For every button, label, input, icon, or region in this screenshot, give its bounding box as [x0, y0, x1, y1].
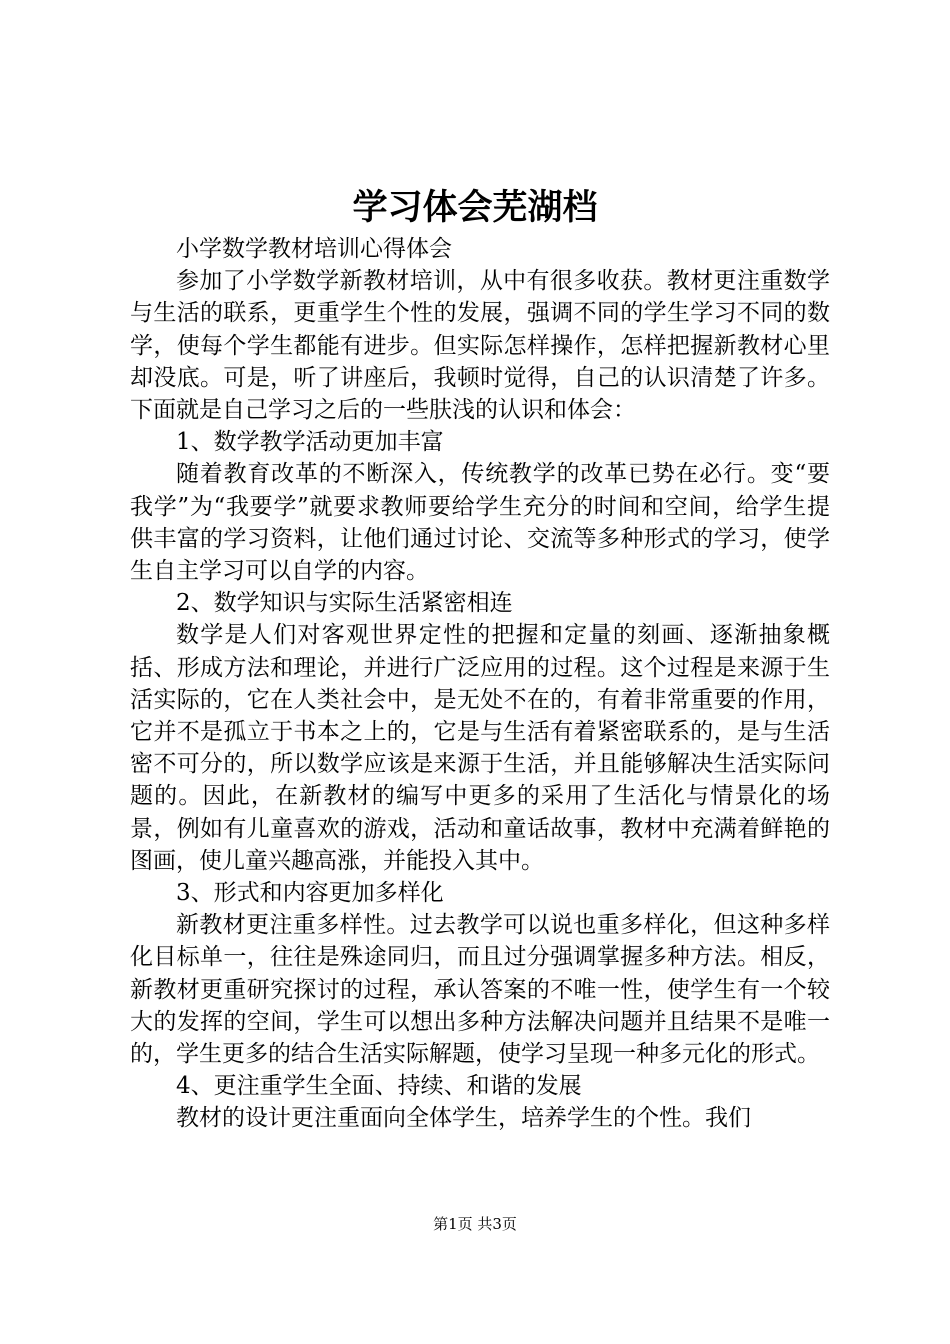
section-paragraph-4: 教材的设计更注重面向全体学生，培养学生的个性。我们: [176, 1105, 751, 1132]
section-heading-2: 2、数学知识与实际生活紧密相连: [176, 590, 513, 617]
section-heading-4: 4、更注重学生全面、持续、和谐的发展: [176, 1073, 582, 1100]
section-heading-1: 1、数学教学活动更加丰富: [176, 429, 444, 456]
intro-paragraph: 参加了小学数学新教材培训，从中有很多收获。教材更注重数学与生活的联系，更重学生个性的发展，强调不同的学生学习不同的数学，使每个学生都能有进步。但实际怎样操作，怎样把握新教材心里却没底。可是，听了讲座后，我顿时觉得，自己的认识清楚了许多。下面就是自己学习之后的一些肤浅的认识和体会：: [130, 268, 830, 424]
page-footer: 第1页 共3页: [433, 1215, 517, 1233]
section-paragraph-3: 新教材更注重多样性。过去教学可以说也重多样化，但这种多样化目标单一，往往是殊途同归，而且过分强调掌握多种方法。相反，新教材更重研究探讨的过程，承认答案的不唯一性，使学生有一个较大的发挥的空间，学生可以想出多种方法解决问题并且结果不是唯一的，学生更多的结合生活实际解题，使学习呈现一种多元化的形式。: [130, 912, 830, 1068]
section-paragraph-2: 数学是人们对客观世界定性的把握和定量的刻画、逐渐抽象概括、形成方法和理论，并进行广泛应用的过程。这个过程是来源于生活实际的，它在人类社会中，是无处不在的，有着非常重要的作用，它并不是孤立于书本之上的，它是与生活有着紧密联系的，是与生活密不可分的，所以数学应该是来源于生活，并且能够解决生活实际问题的。因此，在新教材的编写中更多的采用了生活化与情景化的场景，例如有儿童喜欢的游戏，活动和童话故事，教材中充满着鲜艳的图画，使儿童兴趣高涨，并能投入其中。: [130, 622, 830, 874]
subtitle-paragraph: 小学数学教材培训心得体会: [176, 236, 452, 262]
document-title: 学习体会芜湖档: [352, 187, 598, 228]
section-heading-3: 3、形式和内容更加多样化: [176, 880, 444, 907]
section-paragraph-1: 随着教育改革的不断深入，传统教学的改革已势在必行。变“要我学”为“我要学”就要求教师要给学生充分的时间和空间，给学生提供丰富的学习资料，让他们通过讨论、交流等多种形式的学习，使学生自主学习可以自学的内容。: [130, 461, 830, 585]
document-body: [130, 233, 830, 1135]
